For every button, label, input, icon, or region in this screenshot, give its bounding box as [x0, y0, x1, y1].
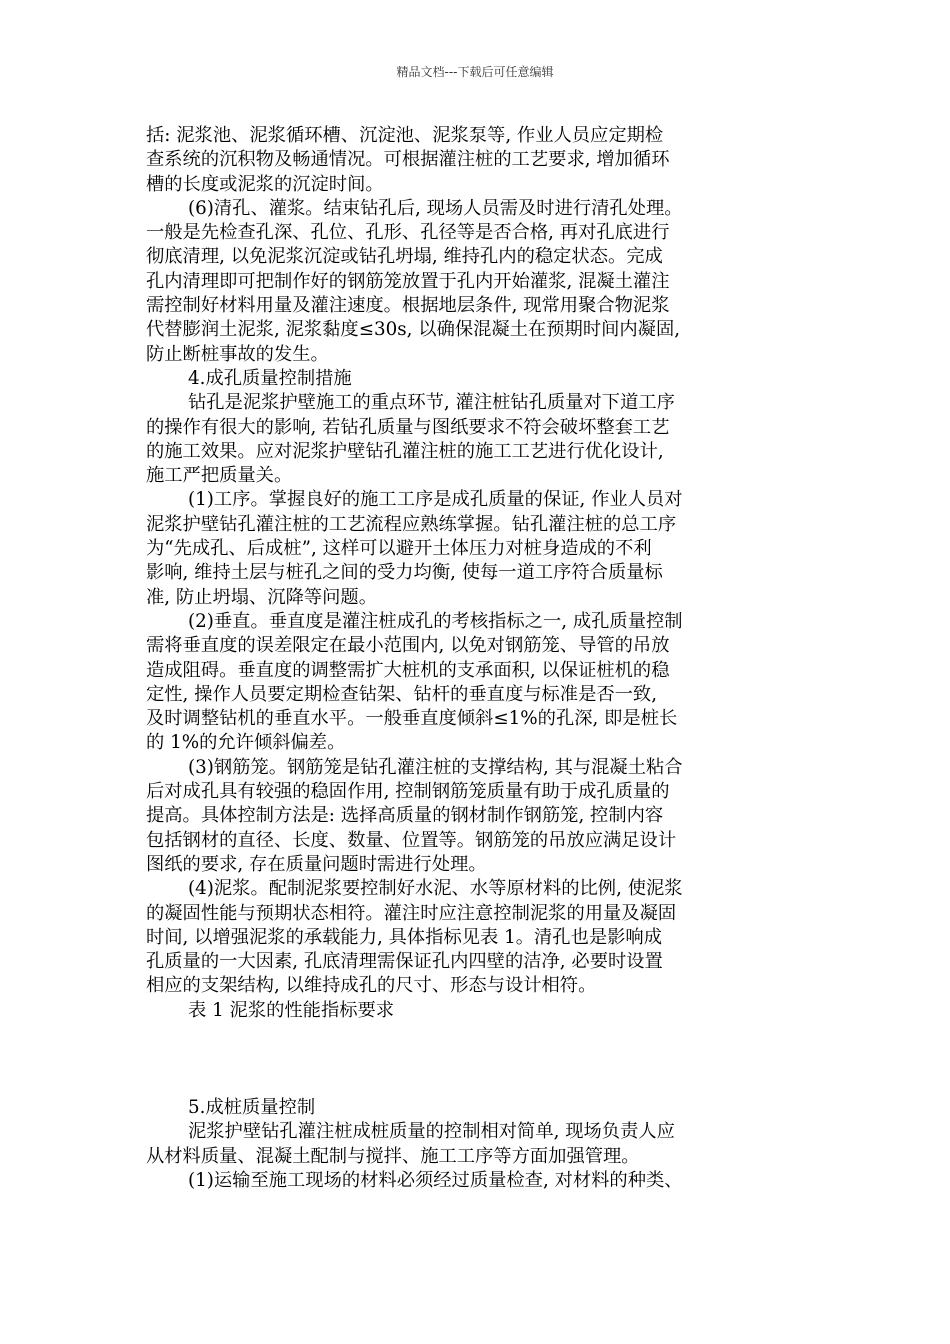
- page-header: 精品文档---下载后可任意编辑: [396, 65, 554, 79]
- paragraph-start: (4)泥浆。配制泥浆要控制好水泥、水等原材料的比例, 使泥浆: [188, 878, 683, 900]
- paragraph-start: 钻孔是泥浆护壁施工的重点环节, 灌注桩钻孔质量对下道工序: [188, 392, 675, 414]
- text-line: 准, 防止坍塌、沉降等问题。: [146, 586, 377, 608]
- text-line: 泥浆护壁钻孔灌注桩的工艺流程应熟练掌握。钻孔灌注桩的总工序: [146, 513, 677, 535]
- text-line: 需将垂直度的误差限定在最小范围内, 以免对钢筋笼、导管的吊放: [146, 635, 670, 657]
- paragraph-start: (3)钢筋笼。钢筋笼是钻孔灌注桩的支撑结构, 其与混凝土粘合: [188, 756, 683, 778]
- text-line: 定性, 操作人员要定期检查钻架、钻杆的垂直度与标准是否一致,: [146, 683, 658, 705]
- text-line: 为“先成孔、后成桩”, 这样可以避开土体压力对桩身造成的不利: [146, 538, 652, 560]
- text-line: 及时调整钻机的垂直水平。一般垂直度倾斜≤1%的孔深, 即是桩长: [146, 708, 678, 730]
- text-line: 的 1%的允许倾斜偏差。: [146, 732, 346, 754]
- text-line: 相应的支架结构, 以维持成孔的尺寸、形态与设计相符。: [146, 975, 597, 997]
- text-line: 代替膨润土泥浆, 泥浆黏度≤30s, 以确保混凝土在预期时间内凝固,: [146, 319, 681, 341]
- text-line: 槽的长度或泥浆的沉淀时间。: [146, 173, 384, 195]
- text-line: 图纸的要求, 存在质量问题时需进行处理。: [146, 853, 487, 875]
- paragraph-start: (6)清孔、灌浆。结束钻孔后, 现场人员需及时进行清孔处理。: [188, 197, 683, 219]
- paragraph-start: (1)运输至施工现场的材料必须经过质量检查, 对材料的种类、: [188, 1169, 683, 1191]
- text-line: 孔质量的一大因素, 孔底清理需保证孔内四壁的洁净, 必要时设置: [146, 951, 663, 973]
- text-line: 施工严把质量关。: [146, 465, 293, 487]
- text-line: 的凝固性能与预期状态相符。灌注时应注意控制泥浆的用量及凝固: [146, 902, 677, 924]
- text-line: 的施工效果。应对泥浆护壁钻孔灌注桩的施工工艺进行优化设计,: [146, 440, 664, 462]
- text-line: 的操作有很大的影响, 若钻孔质量与图纸要求不符会破坏整套工艺: [146, 416, 670, 438]
- section-heading: 5.成桩质量控制: [188, 1096, 316, 1118]
- text-line: 从材料质量、混凝土配制与搅拌、施工工序等方面加强管理。: [146, 1145, 640, 1167]
- section-heading: 4.成孔质量控制措施: [188, 367, 352, 389]
- text-line: 括: 泥浆池、泥浆循环槽、沉淀池、泥浆泵等, 作业人员应定期检: [146, 125, 664, 146]
- text-line: 彻底清理, 以免泥浆沉淀或钻孔坍塌, 维持孔内的稳定状态。完成: [146, 246, 663, 268]
- text-line: 孔内清理即可把制作好的钢筋笼放置于孔内开始灌浆, 混凝土灌注: [146, 270, 670, 292]
- text-line: 造成阻碍。垂直度的调整需扩大桩机的支承面积, 以保证桩机的稳: [146, 659, 670, 681]
- paragraph-start: (1)工序。掌握良好的施工工序是成孔质量的保证, 作业人员对: [188, 489, 683, 511]
- text-line: 一般是先检查孔深、孔位、孔形、孔径等是否合格, 再对孔底进行: [146, 222, 670, 244]
- text-line: 影响, 维持土层与桩孔之间的受力均衡, 使每一道工序符合质量标: [146, 562, 663, 584]
- text-line: 后对成孔具有较强的稳固作用, 控制钢筋笼质量有助于成孔质量的: [146, 781, 670, 803]
- paragraph-start: 泥浆护壁钻孔灌注桩成桩质量的控制相对简单, 现场负责人应: [188, 1121, 675, 1143]
- text-line: 防止断桩事故的发生。: [146, 343, 329, 365]
- text-line: 时间, 以增强泥浆的承载能力, 具体指标见表 1。清孔也是影响成: [146, 926, 662, 948]
- table-caption: 表 1 泥浆的性能指标要求: [188, 999, 395, 1021]
- paragraph-start: (2)垂直。垂直度是灌注桩成孔的考核指标之一, 成孔质量控制: [188, 610, 683, 632]
- body-text: [146, 124, 806, 1193]
- text-line: 需控制好材料用量及灌注速度。根据地层条件, 现常用聚合物泥浆: [146, 295, 670, 317]
- text-line: 查系统的沉积物及畅通情况。可根据灌注桩的工艺要求, 增加循环: [146, 149, 670, 171]
- table-placeholder: [146, 1023, 806, 1096]
- text-line: 包括钢材的直径、长度、数量、位置等。钢筋笼的吊放应满足设计: [146, 829, 677, 851]
- text-line: 提高。具体控制方法是: 选择高质量的钢材制作钢筋笼, 控制内容: [146, 805, 664, 827]
